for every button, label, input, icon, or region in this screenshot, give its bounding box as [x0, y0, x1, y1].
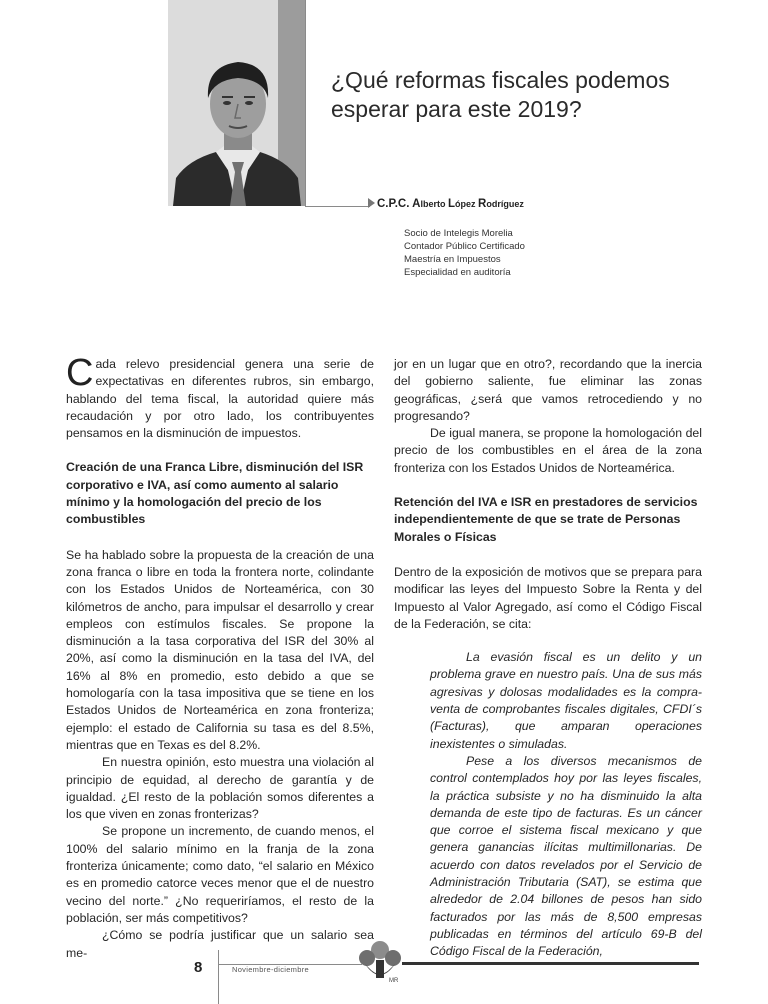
footer-divider-vertical [218, 950, 219, 1004]
header-divider-horizontal [305, 206, 370, 207]
body-paragraph: De igual manera, se propone la homologación del precio de los combustibles en el área de la zona fronteriza con los Estados Unidos de Norteamérica. [394, 426, 702, 475]
body-paragraph: Se ha hablado sobre la propuesta de la creación de una zona franca o libre en toda la frontera norte, colindante con los Estados Unidos de Norteamérica, con 30 kilómetros de ancho, para impulsar el desarrollo y crear empleos con estímulos fiscales. Se propone la disminución a la tasa corporativa del ISR del 30% al 20%, así como la disminución en la tasa del IVA, del 16% al 8% en promedio, esto debido a que se homologaría con la tasa impositiva que se tiene en los Estados Unidos de Norteamérica en zona fronteriza; ejemplo: el estado de California su tasa es del 8.5%, mientras que en Texas es del 8.2%. [66, 547, 374, 752]
left-column [66, 352, 374, 962]
author-name-part: ópez [455, 199, 479, 209]
body-paragraph: En nuestra opinión, esto muestra una violación al principio de equidad, al derecho de garantía y de igualdad. ¿El resto de la población somos diferentes a los que viven en zonas fronterizas? [66, 755, 374, 822]
author-prefix: C.P.C. [377, 198, 413, 210]
quote-paragraph: Pese a los diversos mecanismos de control contemplados hoy por las leyes fiscales, la práctica subsiste y no ha disminuido la alta demanda de este tipo de facturas. Es un cáncer que corroe el sistema fiscal mexicano y que genera ganancias ilícitas multimillonarias. De acuerdo con datos revelados por el Servicio de Administración Tributaria (SAT), se estima que alrededor de 2.04 billones de pesos han sido facturados por las más de 8,500 empresas publicadas en términos del artículo 69-B del Código Fiscal de la Federación, [430, 753, 702, 959]
credential-line: Especialidad en auditoría [404, 267, 511, 278]
author-photo [168, 0, 306, 206]
header-divider-vertical [305, 0, 306, 206]
issue-label: Noviembre-diciembre [232, 965, 309, 974]
intro-paragraph [66, 352, 374, 442]
credential-line: Contador Público Certificado [404, 241, 525, 252]
credential-line: Maestría en Impuestos [404, 254, 501, 265]
author-name-part: odríguez [486, 199, 524, 209]
block-quote [394, 649, 702, 960]
article-title: ¿Qué reformas fiscales podemos esperar para este 2019? [331, 67, 670, 122]
credential-line: Socio de Intelegis Morelia [404, 228, 513, 239]
author-initial-first: A [412, 198, 421, 210]
drop-cap: C [66, 352, 94, 394]
arrow-right-icon [368, 198, 375, 208]
body-paragraph: Dentro de la exposición de motivos que se prepara para modificar las leyes del Impuesto Sobre la Renta y del Impuesto al Valor Agregado, así como el Código Fiscal de la Federación, se cita: [394, 564, 702, 631]
author-initial-last1: L [447, 198, 456, 210]
author-portrait-image [168, 0, 306, 206]
logo-trademark: MR [389, 978, 399, 984]
body-paragraph: jor en un lugar que en otro?, recordando que la inercia del gobierno saliente, fue eliminar las zonas geográficas, ¿será que vamos retrocediendo y no progresando? [394, 357, 702, 423]
quote-paragraph: La evasión fiscal es un delito y un problema grave en nuestro país. Una de sus más agresivas y dolosas modalidades es la compra-venta de comprobantes fiscales digitales, CFDI´s (Facturas), que amparan operaciones inexistentes o simuladas. [430, 650, 702, 751]
body-paragraph: ¿Cómo se podría justificar que un salario sea me- [66, 928, 374, 960]
footer-rule-right [402, 962, 699, 965]
author-credentials [404, 227, 525, 279]
right-column [394, 356, 702, 961]
section-heading-1: Creación de una Franca Libre, disminución del ISR corporativo e IVA, así como aumento al salario mínimo y la homologación del precio de los combustibles [66, 460, 364, 527]
section-heading-2: Retención del IVA e ISR en prestadores de servicios independientemente de que se trate de Personas Morales o Físicas [394, 495, 698, 544]
body-paragraph: Se propone un incremento, de cuando menos, el 100% del salario mínimo en la franja de la zona fronteriza únicamente; como dato, “el salario en México es en promedio catorce veces menor que el de nuestro vecino del norte.” ¿No requeriríamos, el resto de la población, ser más competitivos? [66, 824, 374, 925]
author-name-part: lberto [420, 199, 448, 209]
page-number: 8 [194, 959, 203, 976]
author-byline [368, 198, 524, 210]
intro-text: ada relevo presidencial genera una serie de expectativas en diferentes rubros, sin embargo, hablando del tema fiscal, la autoridad quiere más recaudación y por otro lado, los contribuyentes pensamos en la disminución de impuestos. [66, 357, 374, 441]
author-initial-last2: R [478, 198, 487, 210]
